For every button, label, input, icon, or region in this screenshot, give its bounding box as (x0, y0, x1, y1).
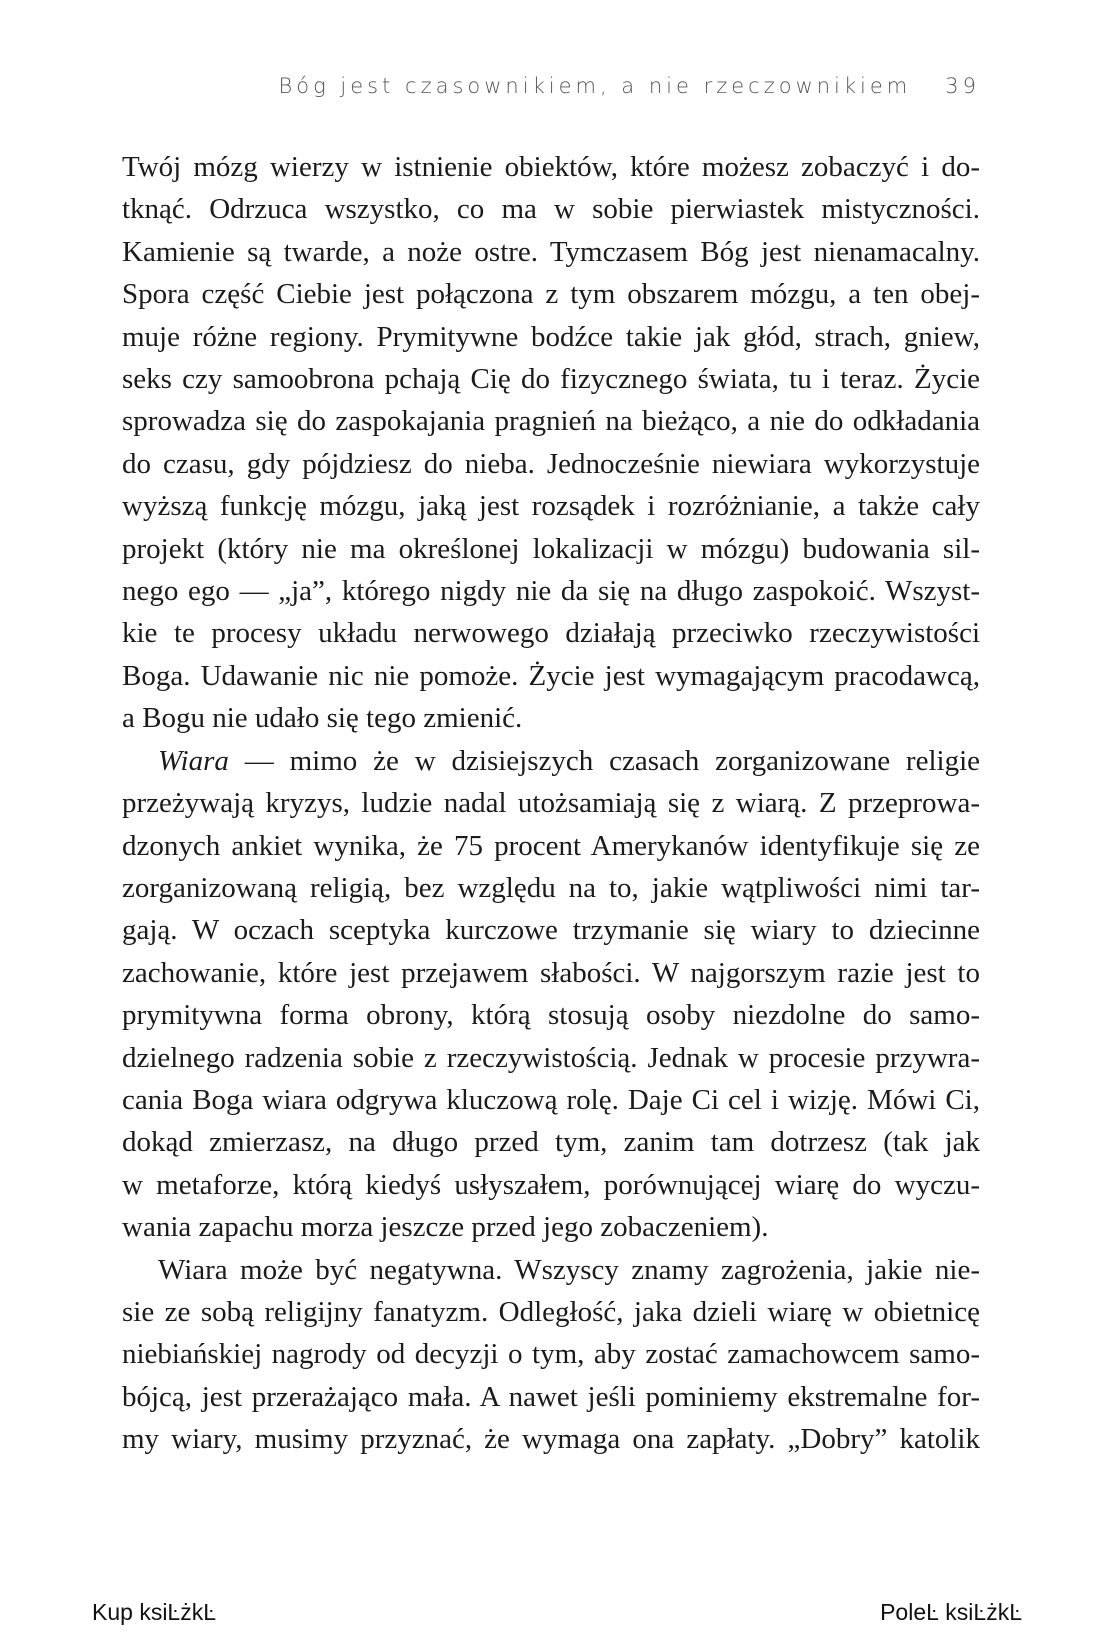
text-line: Spora część Ciebie jest połączona z tym obszarem mózgu, a ten obej- (122, 278, 980, 311)
text-line: cania Boga wiara odgrywa kluczową rolę. Daje Ci cel i wizję. Mówi Ci, (122, 1083, 980, 1116)
running-head (122, 74, 980, 98)
text-line-rest: — mimo że w dzisiejszych czasach zorganizowane religie (228, 744, 980, 777)
text-line: prymitywna forma obrony, którą stosują osoby niezdolne do samo- (122, 999, 980, 1032)
text-line: my wiary, musimy przyznać, że wymaga ona zapłaty. „Dobry” katolik (122, 1423, 980, 1456)
text-line: sie ze sobą religijny fanatyzm. Odległość, jaka dzieli wiarę w obietnicę (122, 1295, 980, 1328)
text-line: wyższą funkcję mózgu, jaką jest rozsądek i rozróżnianie, a także cały (122, 490, 980, 523)
body-text (122, 146, 980, 1461)
text-line: dzielnego radzenia sobie z rzeczywistością. Jednak w procesie przywra- (122, 1041, 980, 1074)
buy-book-link[interactable]: Kup ksiĿżkĿ (92, 1599, 217, 1625)
text-line: bójcą, jest przerażająco mała. A nawet jeśli pominiemy ekstremalne for- (122, 1380, 980, 1413)
text-line (122, 740, 980, 782)
text-line: Wiara może być negatywna. Wszyscy znamy zagrożenia, jakie nie- (158, 1253, 980, 1286)
chapter-title: Bóg jest czasownikiem, a nie rzeczownikiem (278, 74, 912, 98)
text-line: tknąć. Odrzuca wszystko, co ma w sobie pierwiastek mistyczności. (122, 193, 980, 226)
text-line: nego ego — „ja”, którego nigdy nie da się na długo zaspokoić. Wszyst- (122, 575, 980, 608)
text-line: dokąd zmierzasz, na długo przed tym, zanim tam dotrzesz (tak jak (122, 1126, 980, 1159)
text-line: w metaforze, którą kiedyś usłyszałem, porównującej wiarę do wyczu- (122, 1168, 980, 1201)
text-line: projekt (który nie ma określonej lokalizacji w mózgu) budowania sil- (122, 532, 980, 565)
paragraph-2 (122, 740, 980, 1249)
recommend-book-link[interactable]: PoleĿ ksiĿżkĿ (880, 1599, 1022, 1625)
text-line: kie te procesy układu nerwowego działają przeciwko rzeczywistości (122, 617, 980, 650)
paragraph-1 (122, 146, 980, 740)
text-line: do czasu, gdy pójdziesz do nieba. Jednocześnie niewiara wykorzystuje (122, 447, 980, 480)
italic-lead: Wiara (158, 744, 229, 777)
text-line: dzonych ankiet wynika, że 75 procent Amerykanów identyfikuje się ze (122, 829, 980, 862)
text-line: Twój mózg wierzy w istnienie obiektów, które możesz zobaczyć i do- (122, 151, 980, 183)
text-line: muje różne regiony. Prymitywne bodźce takie jak głód, strach, gniew, (122, 320, 980, 353)
text-line: zorganizowaną religią, bez względu na to, jakie wątpliwości nimi tar- (122, 871, 980, 904)
text-line: zachowanie, które jest przejawem słabości. W najgorszym razie jest to (122, 956, 980, 989)
paragraph-3 (122, 1249, 980, 1461)
text-line: sprowadza się do zaspokajania pragnień na bieżąco, a nie do odkładania (122, 405, 980, 438)
page-number: 39 (945, 74, 980, 98)
text-line: przeżywają kryzys, ludzie nadal utożsamiają się z wiarą. Z przeprowa- (122, 787, 980, 820)
text-line: niebiańskiej nagrody od decyzji o tym, aby zostać zamachowcem samo- (122, 1338, 980, 1371)
text-line: wania zapachu morza jeszcze przed jego zobaczeniem). (122, 1211, 769, 1244)
text-line: gają. W oczach sceptyka kurczowe trzymanie się wiary to dziecinne (122, 914, 980, 947)
text-line: a Bogu nie udało się tego zmienić. (122, 702, 523, 735)
text-line: Kamienie są twarde, a noże ostre. Tymczasem Bóg jest nienamacalny. (122, 235, 980, 268)
text-line: seks czy samoobrona pchają Cię do fizycznego świata, tu i teraz. Życie (122, 363, 980, 396)
footer (92, 1599, 1022, 1626)
text-line: Boga. Udawanie nic nie pomoże. Życie jest wymagającym pracodawcą, (122, 659, 980, 692)
